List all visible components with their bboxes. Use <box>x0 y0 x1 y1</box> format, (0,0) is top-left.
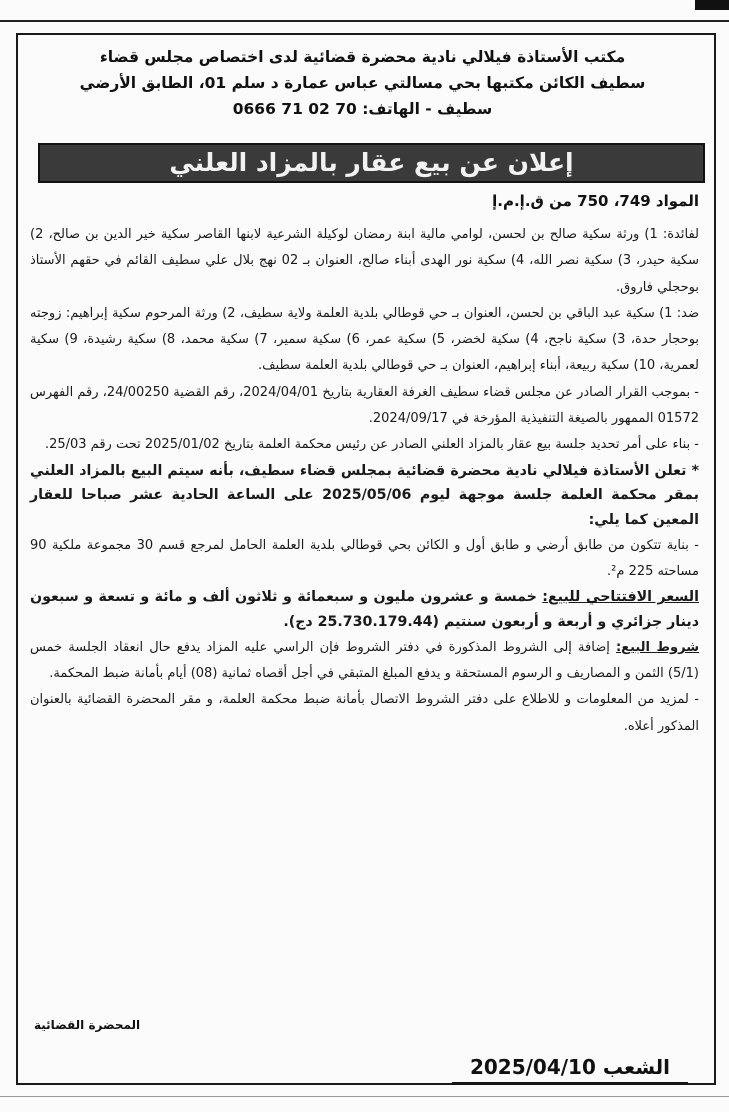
paragraph-label: شروط البيع: <box>615 639 699 655</box>
legal-articles: المواد 749، 750 من ق.إ.م.إ <box>492 192 699 210</box>
notice-paragraph <box>30 687 699 740</box>
bottom-rule <box>0 1096 729 1097</box>
bailiff-office-header <box>24 44 701 122</box>
notice-paragraph <box>30 533 699 586</box>
paragraph-text: - بموجب القرار الصادر عن مجلس قضاء سطيف الغرفة العقارية بتاريخ 2024/04/01، رقم القضية 24/00250، رقم الفهرس 01572 الممهور بالصيغة التنفيذية المؤرخة في 2024/09/17. <box>30 384 699 427</box>
paragraph-text: إضافة إلى الشروط المذكورة في دفتر الشروط فإن الراسي عليه المزاد يدفع حال انعقاد الجلسة خمس (5/1) الثمن و المصاريف و الرسوم المستحقة و يدفع المبلغ المتبقي في أجل أقصاه ثمانية (08) أيام بأمانة ضبط المحكمة. <box>30 639 699 682</box>
header-line-3: سطيف - الهاتف: 70 02 71 0666 <box>232 100 493 118</box>
paragraph-text: خمسة و عشرون مليون و سبعمائة و ثلاثون ألف و مائة و تسعة و سبعون دينار جزائري و أربعة و أربعون سنتيم (25.730.179.44 دج). <box>30 589 699 631</box>
paragraph-text: - لمزيد من المعلومات و للاطلاع على دفتر الشروط الاتصال بأمانة ضبط محكمة العلمة، و مقر المحضرة القضائية بالعنوان المذكور أعلاه. <box>30 692 699 734</box>
paragraph-text: - بناء على أمر تحديد جلسة بيع عقار بالمزاد العلني الصادر عن رئيس محكمة العلمة بتاريخ 2025/01/02 تحت رقم 25/03. <box>44 437 699 453</box>
notice-paragraph <box>30 301 699 380</box>
notice-paragraph <box>30 585 699 634</box>
notice-paragraph <box>30 432 699 458</box>
top-rule-line <box>0 20 729 22</box>
paragraph-label: السعر الافتتاحي للبيع: <box>542 589 699 606</box>
top-rule <box>0 0 729 26</box>
header-line-1: مكتب الأستاذة فيلالي نادية محضرة قضائية لدى اختصاص مجلس قضاء <box>99 48 626 66</box>
notice-paragraph <box>30 459 699 533</box>
newspaper-footer <box>452 1052 688 1085</box>
paragraph-text: - بناية تتكون من طابق أرضي و طابق أول و الكائن بحي قوطالي بلدية العلمة الحامل لمرجع قسم 30 مجموعة ملكية 90 مساحته 225 م². <box>30 537 699 580</box>
paragraph-text: * تعلن الأستاذة فيلالي نادية محضرة قضائية بمجلس قضاء سطيف، بأنه سيتم البيع بالمزاد العلني بمقر محكمة العلمة جلسة موجهة ليوم 2025/05/06 على الساعة الحادية عشر صباحا للعقار المعين كما يلي: <box>30 462 699 529</box>
notice-title-banner: إعلان عن بيع عقار بالمزاد العلني <box>38 143 705 183</box>
paragraph-text: ضد: 1) سكية عبد الباقي بن لحسن، العنوان بـ حي قوطالي بلدية العلمة ولاية سطيف، 2) ورثة المرحوم سكية إبراهيم: زوجته بوحجار حدة، 3) سكية ناجح، 4) سكية لخضر، 5) سكية عمر، 6) سكية سمير، 7) سكية محمد، 8) سكية رشيدة، 9) سكية لعمرية، 10) سكية ربيعة، أبناء إبراهيم، العنوان بـ حي قوطالي بلدية العلمة سطيف. <box>30 305 700 374</box>
signoff: المحضرة القضائية <box>34 1018 141 1032</box>
notice-paragraph <box>30 222 699 301</box>
notice-body <box>30 222 699 740</box>
top-corner-block <box>695 0 729 10</box>
notice-paragraph <box>30 635 699 688</box>
paragraph-text: لفائدة: 1) ورثة سكية صالح بن لحسن، لوامي مالية ابنة رمضان لوكيلة الشرعية لابنها القاصر سكية خير الدين بن صالح، 2) سكية حيدر، 3) سكية نصر الله، 4) سكية نور الهدى أبناء صالح، العنوان بـ 02 نهج بلال علي سطيف القائم في حقهم الأستاذ بوحجلي فاروق. <box>30 227 700 295</box>
notice-paragraph <box>30 380 699 433</box>
header-line-2: سطيف الكائن مكتبها بحي مسالتي عباس عمارة د سلم 01، الطابق الأرضي <box>79 74 646 92</box>
newspaper-name: الشعب <box>602 1055 671 1079</box>
publication-date: 2025/04/10 <box>469 1055 596 1079</box>
